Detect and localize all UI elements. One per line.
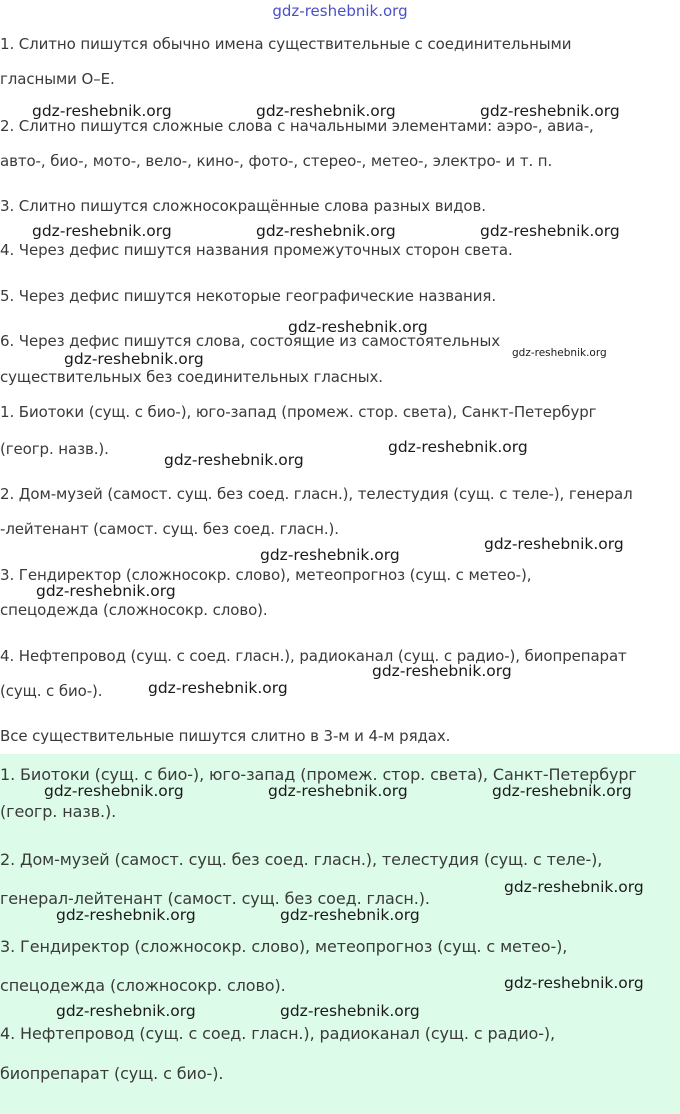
watermark: gdz-reshebnik.org (280, 906, 420, 924)
rule-line: 1. Слитно пишутся обычно имена существительные с соединительными (0, 35, 572, 53)
watermark: gdz-reshebnik.org (44, 782, 184, 800)
watermark: gdz-reshebnik.org (504, 878, 644, 896)
row-line: (геогр. назв.). (0, 440, 109, 458)
row-line: (сущ. с био-). (0, 682, 103, 700)
watermark: gdz-reshebnik.org (32, 102, 172, 120)
watermark: gdz-reshebnik.org (480, 102, 620, 120)
rule-line: существительных без соединительных гласных. (0, 368, 383, 386)
row-line: спецодежда (сложносокр. слово). (0, 601, 268, 619)
watermark: gdz-reshebnik.org (36, 582, 176, 600)
watermark: gdz-reshebnik.org (280, 1002, 420, 1020)
watermark: gdz-reshebnik.org (256, 102, 396, 120)
answer-line: биопрепарат (сущ. с био-). (0, 1064, 224, 1083)
watermark: gdz-reshebnik.org (492, 782, 632, 800)
site-header-link[interactable]: gdz-reshebnik.org (272, 2, 408, 20)
watermark: gdz-reshebnik.org (484, 535, 624, 553)
watermark: gdz-reshebnik.org (388, 438, 528, 456)
conclusion: Все существительные пишутся слитно в 3-м и 4-м рядах. (0, 727, 451, 745)
rule-line: 4. Через дефис пишутся названия промежуточных сторон света. (0, 241, 513, 259)
watermark: gdz-reshebnik.org (268, 782, 408, 800)
answer-line: 4. Нефтепровод (сущ. с соед. гласн.), радиоканал (сущ. с радио-), (0, 1024, 556, 1043)
answer-line: (геогр. назв.). (0, 802, 117, 821)
watermark: gdz-reshebnik.org (56, 1002, 196, 1020)
row-line: 3. Гендиректор (сложносокр. слово), метеопрогноз (сущ. с метео-), (0, 566, 532, 584)
rule-line: 2. Слитно пишутся сложные слова с начальными элементами: аэро-, авиа-, (0, 117, 594, 135)
answer-block (0, 754, 680, 1114)
watermark: gdz-reshebnik.org (288, 318, 428, 336)
watermark: gdz-reshebnik.org (256, 222, 396, 240)
rule-line: 6. Через дефис пишутся слова, состоящие из самостоятельных (0, 332, 501, 350)
watermark: gdz-reshebnik.org (504, 974, 644, 992)
watermark: gdz-reshebnik.org (56, 906, 196, 924)
rule-line: авто-, био-, мото-, вело-, кино-, фото-, стерео-, метео-, электро- и т. п. (0, 152, 553, 170)
row-line: 1. Биотоки (сущ. с био-), юго-запад (промеж. стор. света), Санкт-Петербург (0, 403, 597, 421)
watermark: gdz-reshebnik.org (512, 347, 607, 359)
watermark: gdz-reshebnik.org (64, 350, 204, 368)
rule-line: 5. Через дефис пишутся некоторые географические названия. (0, 287, 497, 305)
answer-line: 1. Биотоки (сущ. с био-), юго-запад (промеж. стор. света), Санкт-Петербург (0, 765, 637, 784)
answer-line: генерал-лейтенант (самост. сущ. без соед. гласн.). (0, 889, 430, 908)
watermark: gdz-reshebnik.org (372, 662, 512, 680)
answer-line: спецодежда (сложносокр. слово). (0, 976, 286, 995)
row-line: 4. Нефтепровод (сущ. с соед. гласн.), радиоканал (сущ. с радио-), биопрепарат (0, 647, 627, 665)
watermark: gdz-reshebnik.org (164, 451, 304, 469)
watermark: gdz-reshebnik.org (148, 679, 288, 697)
watermark: gdz-reshebnik.org (260, 546, 400, 564)
answer-line: 2. Дом-музей (самост. сущ. без соед. гласн.), телестудия (сущ. с теле-), (0, 850, 603, 869)
row-line: 2. Дом-музей (самост. сущ. без соед. гласн.), телестудия (сущ. с теле-), генерал (0, 485, 633, 503)
watermark: gdz-reshebnik.org (480, 222, 620, 240)
answer-line: 3. Гендиректор (сложносокр. слово), метеопрогноз (сущ. с метео-), (0, 937, 568, 956)
watermark: gdz-reshebnik.org (32, 222, 172, 240)
rule-line: гласными О–Е. (0, 70, 115, 88)
row-line: -лейтенант (самост. сущ. без соед. гласн.). (0, 520, 339, 538)
rule-line: 3. Слитно пишутся сложносокращённые слова разных видов. (0, 197, 486, 215)
